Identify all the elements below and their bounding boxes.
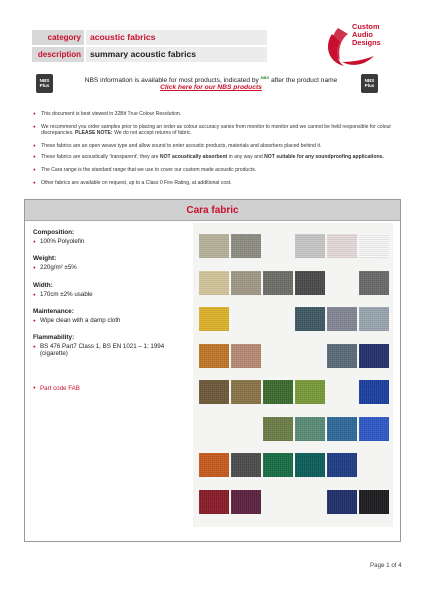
swatch-label — [199, 516, 229, 519]
fabric-swatch — [295, 234, 325, 258]
swatch-label — [199, 406, 229, 409]
fabric-swatch — [327, 453, 357, 477]
swatch-label — [199, 333, 229, 336]
swatch-label — [263, 479, 293, 482]
fabric-swatch — [263, 380, 293, 404]
swatch-label — [295, 443, 325, 446]
list-item: ● The Cara range is the standard range that we use to cover our custom made acoustic products. — [33, 167, 403, 174]
notes-list — [33, 111, 403, 186]
fabric-swatch — [199, 453, 229, 477]
fabric-swatch — [199, 271, 229, 295]
width-label: Width: — [33, 281, 53, 289]
fabric-swatch — [359, 417, 389, 441]
swatch-label — [295, 479, 325, 482]
fabric-swatch — [231, 490, 261, 514]
description-label: description — [32, 47, 84, 62]
swatch-label — [295, 406, 325, 409]
fabric-swatch — [231, 344, 261, 368]
fabric-swatch — [199, 307, 229, 331]
fabric-swatch — [199, 344, 229, 368]
fabric-swatch — [359, 307, 389, 331]
swatch-label — [359, 333, 389, 336]
weight-value: ● 220g/m² ±5% — [33, 264, 181, 271]
swatch-label — [295, 333, 325, 336]
fabric-swatch — [295, 271, 325, 295]
description-row — [32, 47, 267, 62]
nbs-plus-icon: NBS Plus — [36, 74, 53, 93]
fabric-swatch — [327, 234, 357, 258]
swatch-label — [359, 297, 389, 300]
fabric-swatch — [231, 453, 261, 477]
maintenance-value: ● Wipe clean with a damp cloth — [33, 317, 181, 324]
swatch-label — [327, 516, 357, 519]
brand-name: Custom Audio Designs — [352, 22, 381, 48]
swatch-label — [295, 260, 325, 263]
fabric-swatch — [359, 490, 389, 514]
list-item: ● Other fabrics are available on request, up to a Class 0 Fire Rating, at additional cost. — [33, 180, 403, 187]
nbs-info-row — [36, 74, 378, 104]
width-value: ● 170cm ±2% usable — [33, 291, 181, 298]
swatch-label — [295, 297, 325, 300]
fabric-swatch — [231, 380, 261, 404]
nbs-products-link[interactable]: Click here for our NBS products — [160, 84, 262, 91]
fabric-swatch — [295, 453, 325, 477]
list-item: ● These fabrics are an open weave type and allow sound to enter acoustic products, materials and absorbers placed behind it. — [33, 143, 403, 150]
swatch-label — [263, 443, 293, 446]
nbs-mark: NBS — [260, 75, 270, 80]
footer-strip — [138, 582, 286, 586]
fabric-swatch — [295, 380, 325, 404]
swatch-label — [231, 260, 261, 263]
swatch-label — [359, 370, 389, 373]
fabric-swatch — [263, 453, 293, 477]
category-label: category — [32, 30, 84, 45]
maintenance-label: Maintenance: — [33, 307, 74, 315]
nbs-info-text: NBS information is available for most products, indicated by $^{NBS}$ after the product name — [84, 75, 338, 85]
nbs-plus-icon: NBS Plus — [361, 74, 378, 93]
page-number: Page 1 of 4 — [370, 562, 402, 569]
swatch-label — [327, 260, 357, 263]
swatch-label — [263, 297, 293, 300]
swatch-label — [327, 479, 357, 482]
swatch-label — [199, 370, 229, 373]
swatch-label — [231, 370, 261, 373]
fabric-swatch — [359, 234, 389, 258]
swatch-label — [359, 406, 389, 409]
fabric-swatch — [199, 490, 229, 514]
fabric-swatch — [359, 271, 389, 295]
weight-label: Weight: — [33, 255, 57, 263]
fabric-swatch — [327, 307, 357, 331]
swatch-label — [231, 479, 261, 482]
swatch-label — [199, 297, 229, 300]
fabric-swatch — [327, 344, 357, 368]
fabric-swatch — [295, 417, 325, 441]
list-item: ● These fabrics are acoustically 'transparent'; they are NOT acoustically absorbent in any way and NOT suitable for any soundproofing applications. — [33, 154, 403, 161]
swatch-label — [359, 516, 389, 519]
fabric-swatch — [263, 417, 293, 441]
swatch-label — [359, 443, 389, 446]
swatch-label — [327, 333, 357, 336]
category-row — [32, 30, 267, 45]
list-item: ● This document is best viewed in 32Bit True Colour Resolution. — [33, 111, 403, 118]
swatch-label — [231, 516, 261, 519]
fabric-swatch — [327, 417, 357, 441]
fabric-swatch — [263, 271, 293, 295]
fabric-swatch — [359, 344, 389, 368]
fabric-swatch — [231, 234, 261, 258]
fabric-swatch — [199, 234, 229, 258]
swatch-sample-card — [193, 223, 393, 527]
part-code: ● Part code FAB — [33, 385, 181, 392]
swatch-label — [327, 370, 357, 373]
description-value: summary acoustic fabrics — [86, 47, 267, 62]
fabric-swatch — [231, 271, 261, 295]
fabric-specs — [33, 229, 181, 392]
fabric-swatch — [295, 307, 325, 331]
list-item: ● We recommend you order samples prior to placing an order as colour accuracy varies from monitor to monitor and we cannot be held responsible for colour discrepancies. PLEASE NOTE: We do not accept returns of fabric. — [33, 124, 403, 137]
swatch-label — [199, 260, 229, 263]
fabric-swatch — [199, 380, 229, 404]
swatch-label — [359, 260, 389, 263]
swatch-label — [231, 406, 261, 409]
category-value: acoustic fabrics — [86, 30, 267, 45]
panel-title: Cara fabric — [25, 200, 400, 221]
composition-label: Composition: — [33, 229, 75, 236]
swatch-label — [263, 406, 293, 409]
swatch-label — [327, 443, 357, 446]
flammability-value: ● BS 476 Part7 Class 1, BS EN 1021 – 1: 1994 (cigarette) — [33, 343, 181, 358]
fabric-swatch — [359, 380, 389, 404]
swatch-label — [199, 479, 229, 482]
flammability-label: Flammability: — [33, 334, 75, 342]
swatch-label — [231, 297, 261, 300]
fabric-swatch — [327, 490, 357, 514]
cara-fabric-panel — [24, 199, 401, 542]
composition-value: ● 100% Polyolefin — [33, 238, 181, 245]
